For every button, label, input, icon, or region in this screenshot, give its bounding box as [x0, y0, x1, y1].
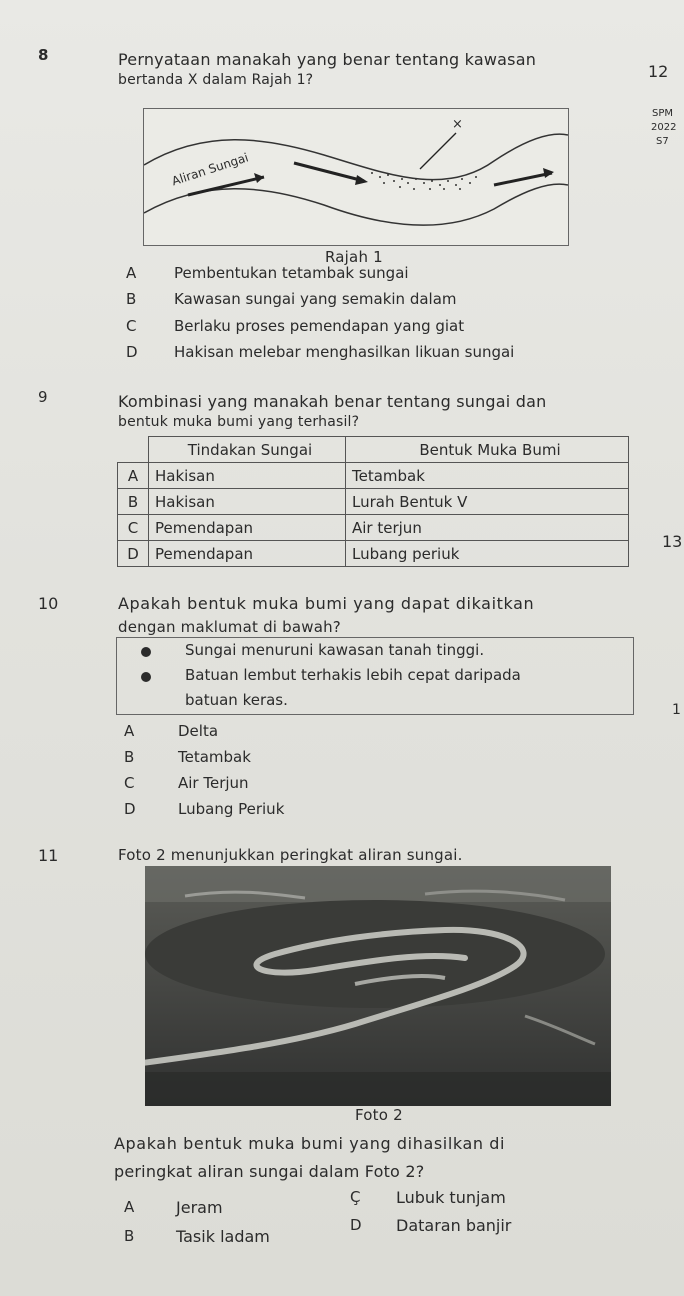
- q10-option-b-letter: B: [124, 748, 135, 766]
- q8-text-line2: bertanda X dalam Rajah 1?: [118, 72, 314, 88]
- q10-bullet-1: Sungai menuruni kawasan tanah tinggi.: [185, 641, 485, 659]
- q10-number: 10: [38, 594, 59, 613]
- margin-number-1: 1: [672, 702, 681, 718]
- q10-option-a-text: Delta: [178, 722, 219, 740]
- meander-photo-image: [145, 866, 611, 1106]
- q8-option-a-letter: A: [126, 264, 137, 282]
- table-header-blank: [118, 437, 149, 463]
- rajah1-caption: Rajah 1: [325, 248, 383, 266]
- foto2-caption: Foto 2: [355, 1106, 403, 1124]
- q10-option-d-text: Lubang Periuk: [178, 800, 285, 818]
- river-flow-label: Aliran Sungai: [170, 150, 251, 189]
- q10-option-c-text: Air Terjun: [178, 774, 249, 792]
- foto2-photo: [145, 866, 611, 1106]
- q11-option-c-text: Lubuk tunjam: [396, 1188, 506, 1207]
- q10-option-c-letter: C: [124, 774, 135, 792]
- table-row-letter: A: [118, 463, 149, 489]
- arrow-middle-head: [355, 175, 368, 185]
- margin-number-12: 12: [648, 62, 669, 81]
- table-row-letter: D: [118, 541, 149, 567]
- q9-table: [117, 436, 629, 567]
- q11-option-d-letter: D: [350, 1216, 362, 1234]
- margin-number-13: 13: [662, 532, 683, 551]
- table-row-letter: B: [118, 489, 149, 515]
- q11-option-a-text: Jeram: [176, 1198, 223, 1217]
- q10-text-line2: dengan maklumat di bawah?: [118, 618, 341, 636]
- table-header-row: [118, 437, 629, 463]
- q11-option-b-letter: B: [124, 1227, 135, 1245]
- q8-option-d-letter: D: [126, 343, 138, 361]
- q11-intro: Foto 2 menunjukkan peringkat aliran sungai.: [118, 846, 463, 864]
- table-row-landform: Lubang periuk: [346, 541, 629, 567]
- bullet-dot-2: [141, 672, 151, 682]
- q9-number: 9: [38, 388, 48, 406]
- q8-option-a-text: Pembentukan tetambak sungai: [174, 264, 409, 282]
- q10-info-box: [116, 637, 634, 715]
- q10-bullet-2-cont: batuan keras.: [185, 691, 288, 709]
- margin-spm-line2: 2022: [651, 122, 677, 133]
- table-row: [118, 515, 629, 541]
- x-pointer-line: [420, 133, 456, 169]
- q8-text-line1: Pernyataan manakah yang benar tentang kawasan: [118, 50, 537, 69]
- q11-option-a-letter: A: [124, 1198, 135, 1216]
- table-header-landform: Bentuk Muka Bumi: [346, 437, 629, 463]
- table-row-landform: Air terjun: [346, 515, 629, 541]
- rajah1-figure: [143, 108, 569, 246]
- q11-option-d-text: Dataran banjir: [396, 1216, 512, 1235]
- margin-spm-line3: S7: [656, 136, 669, 147]
- q8-option-b-letter: B: [126, 290, 137, 308]
- q10-option-a-letter: A: [124, 722, 135, 740]
- q10-bullet-2: Batuan lembut terhakis lebih cepat daripada: [185, 666, 521, 684]
- q8-option-c-text: Berlaku proses pemendapan yang giat: [174, 317, 465, 335]
- table-row-letter: C: [118, 515, 149, 541]
- q8-option-d-text: Hakisan melebar menghasilkan likuan sungai: [174, 343, 515, 361]
- arrow-middle: [294, 163, 364, 181]
- table-row-action: Pemendapan: [149, 541, 346, 567]
- table-row-action: Hakisan: [149, 489, 346, 515]
- q11-text-line1: Apakah bentuk muka bumi yang dihasilkan di: [114, 1134, 506, 1153]
- table-row-action: Hakisan: [149, 463, 346, 489]
- arrow-right-head: [543, 168, 554, 178]
- table-row-landform: Lurah Bentuk V: [346, 489, 629, 515]
- deposition-dots: [371, 172, 477, 190]
- bullet-dot-1: [141, 647, 151, 657]
- q9-text-line2: bentuk muka bumi yang terhasil?: [118, 414, 360, 430]
- q8-option-c-letter: C: [126, 317, 137, 335]
- q10-option-b-text: Tetambak: [178, 748, 251, 766]
- q11-number: 11: [38, 846, 59, 865]
- arrow-right: [494, 173, 552, 185]
- q9-text-line1: Kombinasi yang manakah benar tentang sungai dan: [118, 392, 547, 411]
- q11-option-c-letter: Ç: [350, 1188, 361, 1206]
- table-row: [118, 489, 629, 515]
- table-row: [118, 463, 629, 489]
- table-header-action: Tindakan Sungai: [149, 437, 346, 463]
- table-row-landform: Tetambak: [346, 463, 629, 489]
- q8-number: 8: [38, 46, 49, 64]
- table-row: [118, 541, 629, 567]
- margin-spm-line1: SPM: [652, 108, 674, 119]
- table-row-action: Pemendapan: [149, 515, 346, 541]
- q10-text-line1: Apakah bentuk muka bumi yang dapat dikaitkan: [118, 594, 535, 613]
- x-mark: ×: [452, 117, 463, 132]
- arrow-left-head: [254, 173, 264, 183]
- q11-text-line2: peringkat aliran sungai dalam Foto 2?: [114, 1162, 425, 1181]
- q10-option-d-letter: D: [124, 800, 136, 818]
- q11-option-b-text: Tasik ladam: [176, 1227, 270, 1246]
- q8-option-b-text: Kawasan sungai yang semakin dalam: [174, 290, 457, 308]
